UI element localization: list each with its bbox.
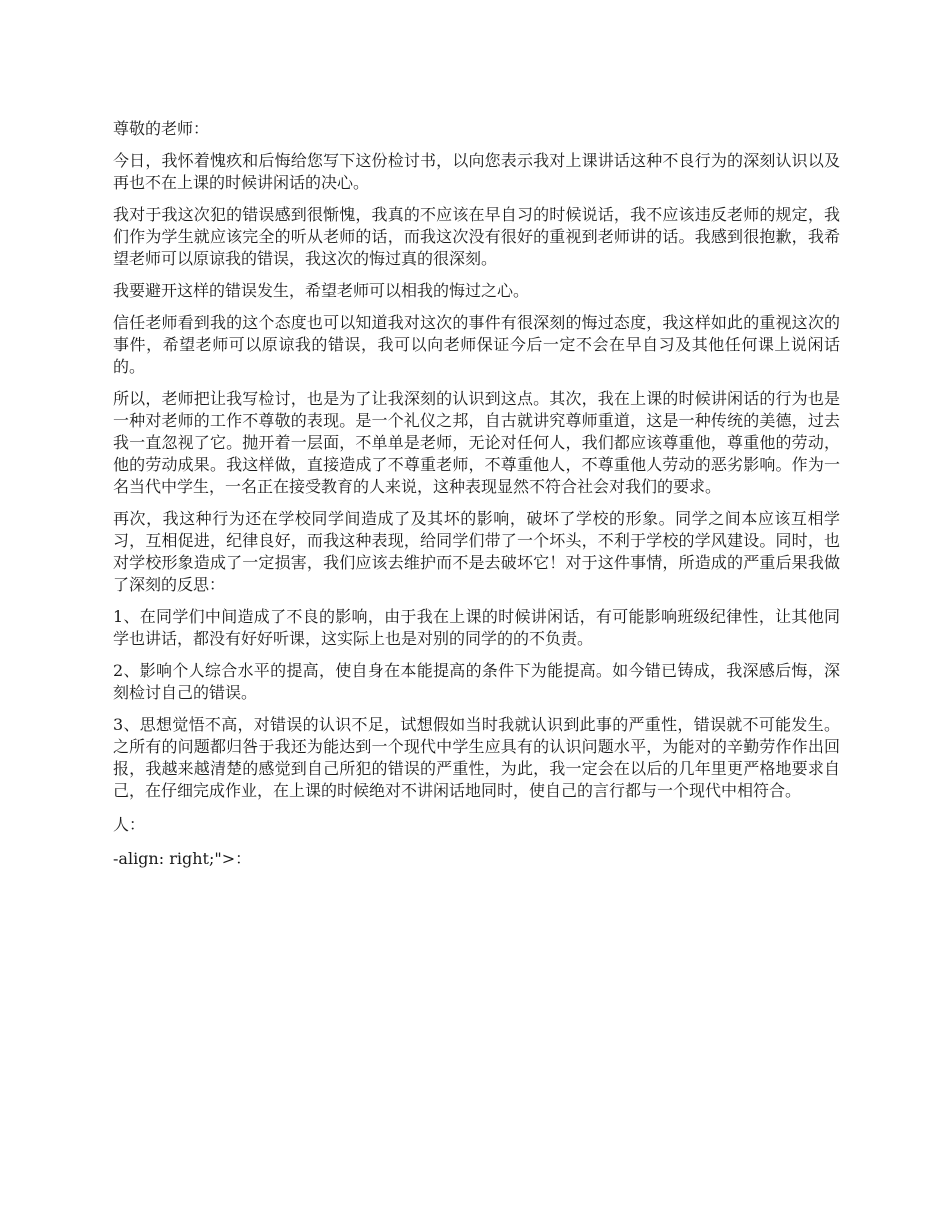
reflection-item-3: 3、思想觉悟不高，对错误的认识不足，试想假如当时我就认识到此事的严重性，错误就不可能发生。之所有的问题都归咎于我还为能达到一个现代中学生应具有的认识问题水平，为能对的辛勤劳作作出回报，我越来越清楚的感觉到自己所犯的错误的严重性，为此，我一定会在以后的几年里更严格地要求自己，在仔细完成作业，在上课的时候绝对不讲闲话地同时，使自己的言行都与一个现代中相符合。 — [113, 715, 840, 800]
signature-line: 人： — [113, 815, 146, 834]
paragraph-regret: 我对于我这次犯的错误感到很惭愧，我真的不应该在早自习的时候说话，我不应该违反老师的规定，我们作为学生就应该完全的听从老师的话，而我这次没有很好的重视到老师讲的话。我感到很抱歉，我希望老师可以原谅我的错误，我这次的悔过真的很深刻。 — [113, 205, 840, 268]
reflection-item-2: 2、影响个人综合水平的提高，使自身在本能提高的条件下为能提高。如今错已铸成，我深感后悔，深刻检讨自己的错误。 — [113, 661, 840, 702]
document-body — [113, 118, 840, 880]
paragraph-respect: 所以，老师把让我写检讨，也是为了让我深刻的认识到这点。其次，我在上课的时候讲闲话的行为也是一种对老师的工作不尊敬的表现。是一个礼仪之邦，自古就讲究尊师重道，这是一种传统的美德，过去我一直忽视了它。抛开着一层面，不单单是老师，无论对任何人，我们都应该尊重他，尊重他的劳动，他的劳动成果。我这样做，直接造成了不尊重老师，不尊重他人，不尊重他人劳动的恶劣影响。作为一名当代中学生，一名正在接受教育的人来说，这种表现显然不符合社会对我们的要求。 — [113, 389, 840, 496]
reflection-item-1: 1、在同学们中间造成了不良的影响，由于我在上课的时候讲闲话，有可能影响班级纪律性，让其他同学也讲话，都没有好好听课，这实际上也是对别的同学的的不负责。 — [113, 607, 840, 648]
paragraph-impact: 再次，我这种行为还在学校同学间造成了及其坏的影响，破坏了学校的形象。同学之间本应该互相学习，互相促进，纪律良好，而我这种表现，给同学们带了一个坏头，不利于学校的学风建设。同时，也对学校形象造成了一定损害，我们应该去维护而不是去破坏它！对于这件事情，所造成的严重后果我做了深刻的反思： — [113, 509, 840, 594]
paragraph-trust: 信任老师看到我的这个态度也可以知道我对这次的事件有很深刻的悔过态度，我这样如此的重视这次的事件，希望老师可以原谅我的错误，我可以向老师保证今后一定不会在早自习及其他任何课上说闲话的。 — [113, 313, 840, 376]
paragraph-avoid: 我要避开这样的错误发生，希望老师可以相我的悔过之心。 — [113, 281, 530, 300]
date-line: -align: right;">： — [113, 849, 252, 868]
salutation: 尊敬的老师： — [113, 119, 210, 138]
paragraph-intro: 今日，我怀着愧疚和后悔给您写下这份检讨书，以向您表示我对上课讲话这种不良行为的深刻认识以及再也不在上课的时候讲闲话的决心。 — [113, 151, 840, 192]
